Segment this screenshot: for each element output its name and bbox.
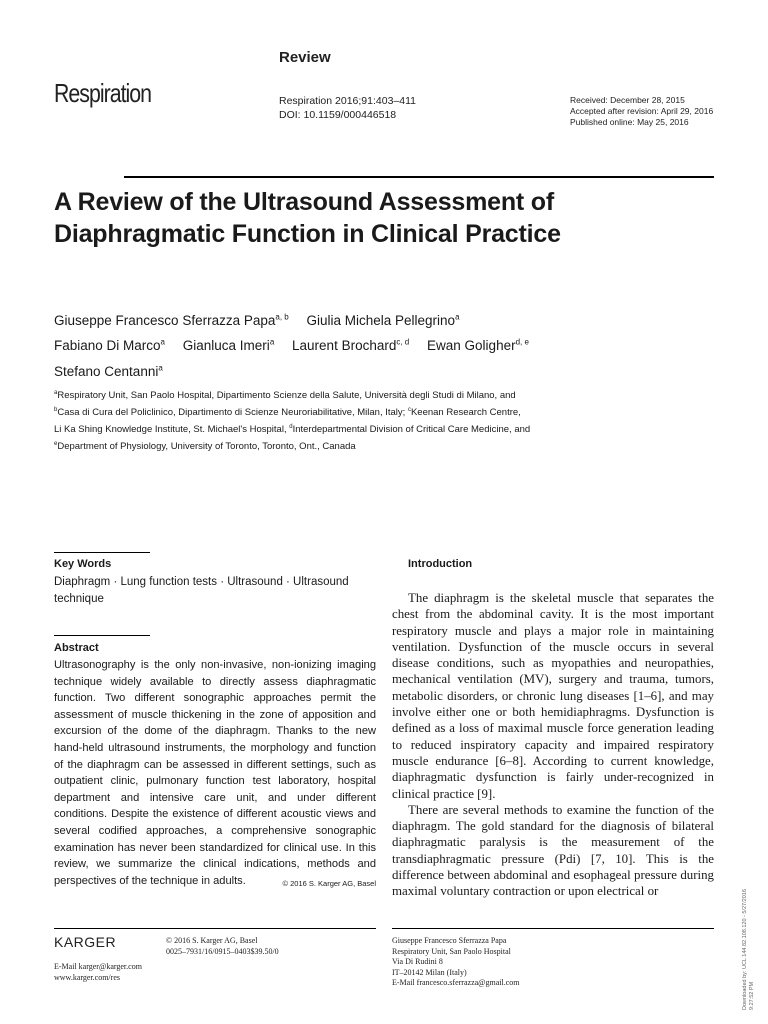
download-note: Downloaded by: UCL 144.82.108.120 - 5/27/2016 9:27:52 PM	[742, 889, 755, 1010]
keywords-text: Diaphragm · Lung function tests · Ultrasound · Ultrasound technique	[54, 576, 349, 605]
introduction-body	[392, 590, 714, 900]
copyright-line: © 2016 S. Karger AG, Basel	[166, 936, 258, 945]
citation-line: Respiration 2016;91:403–411	[279, 95, 416, 107]
address-line: Via Di Rudini 8	[392, 957, 443, 966]
publisher-contact	[54, 962, 142, 983]
keywords-heading: Key Words	[54, 558, 112, 570]
author: Ewan Goligher$^{d, e}$	[427, 337, 529, 353]
author: Fabiano Di Marco$^a$	[54, 337, 165, 353]
abstract-text: Ultrasonography is the only non-invasive, non-ionizing imaging technique widely available to directly assess diaphragmatic function. Two different sonographic approaches permit the assessment of muscle thickening in the zone of apposition and excursion of the dome of the diaphragm. Thanks to the new hand-held ultrasound instruments, the morphology and function of the diaphragm can be assessed in different settings, such as outpatient clinic, pulmonary function test laboratory, hospital department and intensive care unit, and under different conditions. Despite the existence of different acoustic views and several codified approaches, a comprehensive sonographic examination has never been standardized for clinical use. In this review, we summarize the clinical indications, methods and perspectives of the technique in adults. © 2016 S. Karger AG, Basel	[54, 657, 376, 892]
footer-rule-left	[54, 928, 376, 929]
correspondence-email[interactable]: E-Mail francesco.sferrazza@gmail.com	[392, 978, 520, 987]
publisher-website[interactable]: www.karger.com/res	[54, 972, 120, 982]
author-list	[54, 306, 694, 383]
paragraph: There are several methods to examine the function of the diaphragm. The gold standard for the diagnosis of bilateral diaphragmatic paralysis is the measurement of the transdiaphragmatic pressure (Pdi) [7, 10]. This is the difference between abdominal and esophageal pressure during maximal voluntary contraction or upon electrical or	[392, 802, 714, 899]
section-label: Review	[279, 49, 331, 66]
abstract-rule	[54, 635, 150, 636]
affiliation-line: $^b$Casa di Cura del Policlinico, Dipartimento di Scienze Neuroriabilitative, Milan, Italy; $^c$Keenan Research Centre,	[54, 407, 521, 419]
affiliation-line: $^a$Respiratory Unit, San Paolo Hospital, Dipartimento Scienze della Salute, Università degli Studi di Milano, and	[54, 390, 516, 402]
author: Stefano Centanni$^a$	[54, 363, 163, 379]
author: Giuseppe Francesco Sferrazza Papa$^{a, b}$	[54, 312, 289, 328]
received-date: Received: December 28, 2015	[570, 95, 685, 105]
footer-copyright	[166, 936, 279, 957]
abstract-copyright: © 2016 S. Karger AG, Basel	[282, 878, 376, 888]
publisher-logo: KARGER	[54, 934, 117, 950]
affiliation-line: $^e$Department of Physiology, University of Toronto, Toronto, Ont., Canada	[54, 441, 356, 453]
keywords-rule	[54, 552, 150, 553]
affiliation-line: Li Ka Shing Knowledge Institute, St. Michael's Hospital, $^d$Interdepartmental Division of Critical Care Medicine, and	[54, 424, 531, 436]
correspondence-address	[392, 936, 520, 989]
introduction-heading: Introduction	[408, 558, 473, 570]
footer-rule-right	[392, 928, 714, 929]
publisher-email[interactable]: E-Mail karger@karger.com	[54, 962, 142, 971]
address-line: Giuseppe Francesco Sferrazza Papa	[392, 936, 507, 945]
accepted-date: Accepted after revision: April 29, 2016	[570, 106, 714, 116]
citation-block	[279, 94, 416, 122]
author: Gianluca Imeri$^a$	[182, 337, 275, 353]
affiliations	[54, 386, 714, 455]
abstract-heading: Abstract	[54, 642, 99, 654]
article-title: A Review of the Ultrasound Assessment of Diaphragmatic Function in Clinical Practice	[54, 188, 561, 248]
address-line: IT–20142 Milan (Italy)	[392, 967, 467, 977]
author: Laurent Brochard$^{c, d}$	[292, 337, 410, 353]
publication-dates	[570, 95, 713, 128]
paragraph: The diaphragm is the skeletal muscle that separates the chest from the abdominal cavity. It is the most important respiratory muscle and plays a major role in maintaining ventilation. Dysfunction of the muscle occurs in several disease conditions, such as myopathies and neuropathies, mechanical ventilation (MV), surgery and trauma, tumors, metabolic disorders, or chronic lung diseases [1–6], and may involve either one or both hemidiaphragms. Dysfunction is defined as a loss of maximal muscle force generation leading to reduced inspiratory capacity and impaired respiratory muscle endurance [6–8]. According to current knowledge, diaphragmatic dysfunction is fairly under-recognized in clinical practice [9].	[392, 591, 714, 801]
issn-line: 0025–7931/16/0915–0403$39.50/0	[166, 946, 279, 956]
address-line: Respiratory Unit, San Paolo Hospital	[392, 946, 511, 956]
published-date: Published online: May 25, 2016	[570, 117, 689, 127]
journal-logo: Respiration	[54, 78, 152, 108]
title-rule	[124, 176, 714, 178]
author: Giulia Michela Pellegrino$^a$	[306, 312, 460, 328]
doi-link[interactable]: DOI: 10.1159/000446518	[279, 109, 397, 121]
